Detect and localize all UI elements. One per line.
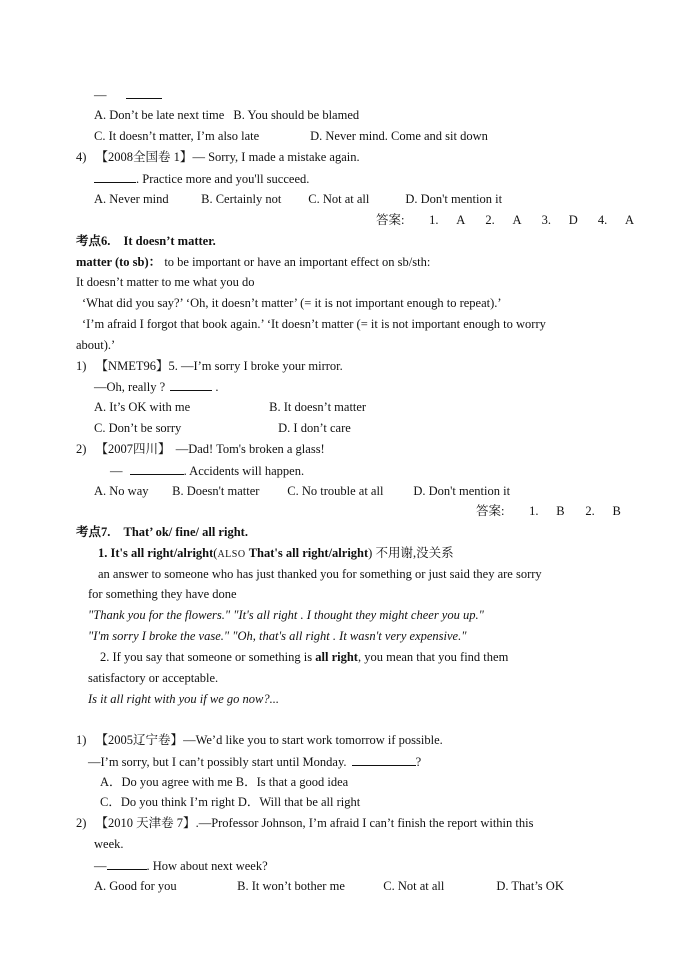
example-line: ‘I’m afraid I forgot that book again.’ ‘It doesn’t matter (= it is not important enough to worry (82, 317, 546, 331)
answer-blank (107, 858, 147, 870)
question-number: 1) (76, 733, 87, 747)
example-line: "Thank you for the flowers." "It's all right . I thought they might cheer you up." (88, 608, 484, 622)
question-source: 【2010 天津卷 7】 (95, 816, 196, 830)
option-c: C. It doesn’t matter, I’m also late (94, 129, 260, 143)
answer-letter: A (512, 213, 522, 227)
question-4 (76, 150, 360, 165)
question-reply (110, 463, 304, 479)
option-row (94, 879, 564, 894)
option-d: D. That’s OK (496, 879, 564, 893)
option-c: C. No trouble at all (287, 484, 384, 498)
sense-text: 2. If you say that someone or something is (100, 650, 316, 664)
option-b: B. It won’t bother me (237, 879, 345, 893)
option-b: B．Is that a good idea (235, 775, 349, 789)
option-row (94, 400, 366, 415)
answer-num: 2. (485, 213, 495, 227)
definition-line (76, 255, 430, 270)
question-source: 【2008全国卷 1】 (95, 150, 193, 164)
paren-open: ( (213, 546, 218, 560)
section-phrase: It doesn’t matter. (123, 234, 216, 248)
sense-bold: all right (315, 650, 358, 664)
answer-num: 4. (597, 213, 608, 227)
question-stem-dash (94, 87, 162, 103)
option-c: C．Do you think I’m right (100, 795, 235, 809)
sense-term: 1. It's all right/alright (98, 546, 214, 560)
option-c: C. Don’t be sorry (94, 421, 182, 435)
answer-num: 1. (429, 213, 439, 227)
sense-variant: That's all right/alright (248, 546, 369, 560)
option-b: B. Certainly not (201, 192, 282, 206)
option-a: A. It’s OK with me (94, 400, 191, 414)
question-text: 5. —I’m sorry I broke your mirror. (168, 359, 343, 373)
sense-text: , you mean that you find them (357, 650, 509, 664)
answer-letter: A (625, 213, 635, 227)
answer-blank (170, 379, 212, 391)
answer-label: 答案: (476, 504, 505, 518)
answer-blank (352, 754, 416, 766)
example-line: ‘What did you say?’ ‘Oh, it doesn’t matter’ (= it is not important enough to repeat).’ (82, 296, 502, 310)
question-6-1 (76, 359, 343, 374)
option-a: A．Do you agree with me (100, 775, 233, 789)
definition-line: an answer to someone who has just thanked you for something or just said they are sorry (98, 567, 542, 581)
option-row (94, 484, 510, 499)
question-6-2 (76, 442, 325, 457)
sense-1-heading (98, 546, 454, 562)
question-number: 2) (76, 816, 87, 830)
question-reply (88, 754, 421, 770)
question-number: 2) (76, 442, 87, 456)
definition-line: satisfactory or acceptable. (88, 671, 219, 685)
question-mark: ? (415, 755, 422, 769)
option-a: A. Don’t be late next time (94, 108, 225, 122)
question-reply: —Oh, really ? . (94, 380, 219, 394)
paren-close: ) (368, 546, 373, 560)
option-row (94, 421, 351, 436)
answer-blank (130, 463, 184, 475)
option-b: B. It doesn’t matter (269, 400, 367, 414)
answer-num: 1. (529, 504, 539, 518)
question-tail: . How about next week? (146, 859, 268, 873)
question-tail: . Practice more and you'll succeed. (136, 172, 310, 186)
section-heading (76, 525, 248, 540)
example-line: "I'm sorry I broke the vase." "Oh, that's all right . It wasn't very expensive." (88, 629, 467, 643)
option-a: A. No way (94, 484, 149, 498)
answer-label: 答案: (376, 213, 405, 227)
section-phrase: That’ ok/ fine/ all right. (123, 525, 248, 539)
also-label: ALSO (217, 549, 246, 560)
dash-text: — (110, 464, 123, 478)
question-text: —Dad! Tom's broken a glass! (175, 442, 325, 456)
section-heading (76, 234, 216, 249)
example-line: Is it all right with you if we go now?... (88, 692, 279, 706)
question-source: 【NMET96】 (95, 359, 169, 373)
example-line: It doesn’t matter to me what you do (76, 275, 255, 289)
answer-letter: D (568, 213, 578, 227)
definition-colon: ： (148, 255, 162, 269)
question-reply (94, 858, 268, 874)
example-line: about).’ (76, 338, 116, 352)
dash-text: — (94, 88, 107, 102)
section-number: 考点6. (76, 234, 111, 248)
option-d: D. Don't mention it (405, 192, 503, 206)
option-row (100, 775, 348, 790)
answer-num: 3. (541, 213, 551, 227)
question-text: —We’d like you to start work tomorrow if possible. (183, 733, 443, 747)
question-7-1 (76, 733, 443, 748)
question-7-2 (76, 816, 533, 831)
question-source: 【2005辽宁卷】 (95, 733, 184, 747)
option-row (100, 795, 360, 810)
question-4-line2 (94, 171, 309, 187)
dash-text: — (94, 859, 107, 873)
definition-line: for something they have done (88, 587, 237, 601)
option-b: B. You should be blamed (233, 108, 360, 122)
option-row (94, 108, 359, 123)
question-text: .—Professor Johnson, I’m afraid I can’t finish the report within this (195, 816, 534, 830)
answer-blank (126, 87, 162, 99)
definition-text: to be important or have an important effect on sb/sth: (164, 255, 431, 269)
question-number: 4) (76, 150, 87, 164)
question-tail: . Accidents will happen. (183, 464, 305, 478)
option-d: D．Will that be all right (237, 795, 361, 809)
question-source: 【2007四川】 (95, 442, 171, 456)
option-row (94, 192, 502, 207)
answer-key (476, 504, 621, 519)
question-number: 1) (76, 359, 87, 373)
option-a: A. Never mind (94, 192, 169, 206)
option-row (94, 129, 488, 144)
option-d: D. Don't mention it (413, 484, 511, 498)
sense-2-line (100, 650, 508, 665)
section-number: 考点7. (76, 525, 111, 539)
sense-chinese: 不用谢,没关系 (375, 546, 454, 560)
answer-key (376, 213, 634, 228)
question-text: — Sorry, I made a mistake again. (192, 150, 360, 164)
option-c: C. Not at all (308, 192, 370, 206)
answer-num: 2. (585, 504, 595, 518)
answer-letter: A (456, 213, 466, 227)
option-b: B. Doesn't matter (172, 484, 260, 498)
question-text-continued: week. (94, 837, 124, 851)
option-d: D. I don’t care (278, 421, 351, 435)
answer-blank (94, 171, 136, 183)
definition-term: matter (to sb) (76, 255, 149, 269)
option-c: C. Not at all (383, 879, 445, 893)
option-a: A. Good for you (94, 879, 177, 893)
reply-text: —Oh, really ? (94, 380, 166, 394)
reply-text: —I’m sorry, but I can’t possibly start until Monday. (88, 755, 347, 769)
answer-letter: B (612, 504, 621, 518)
option-d: D. Never mind. Come and sit down (310, 129, 488, 143)
answer-letter: B (556, 504, 565, 518)
